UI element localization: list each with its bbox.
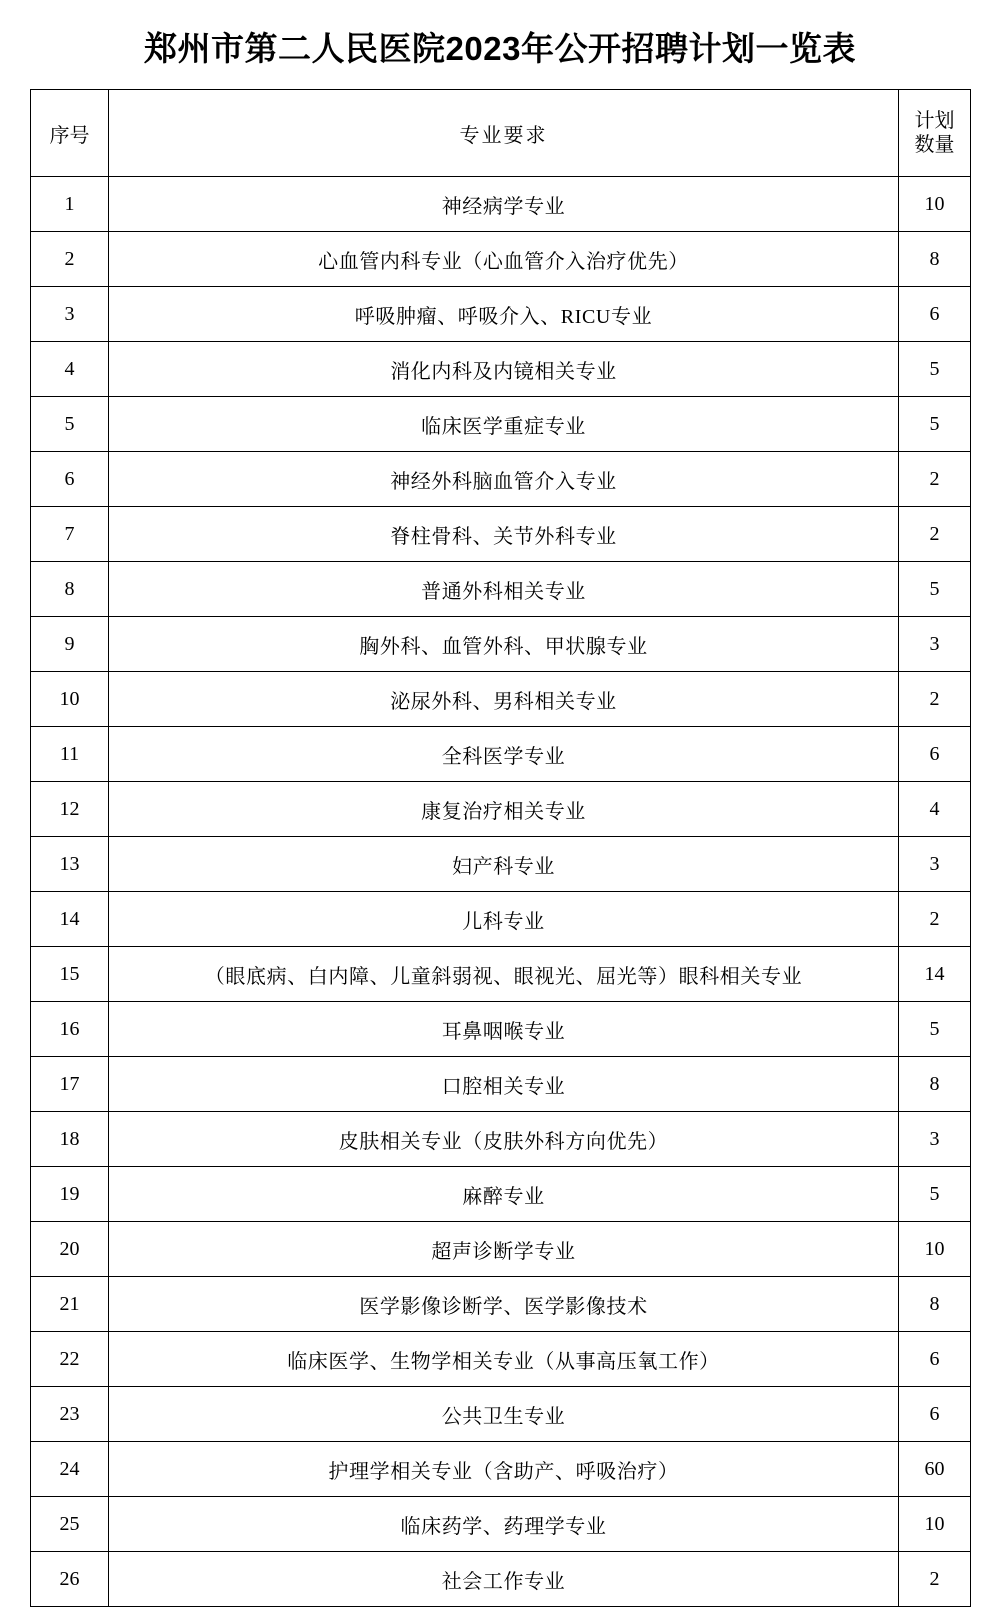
table-row (31, 452, 971, 507)
row-index: 16 (31, 1002, 109, 1057)
row-count: 10 (899, 177, 971, 232)
table-row (31, 727, 971, 782)
column-header-count-line1: 计划 (914, 109, 955, 132)
row-index: 9 (31, 617, 109, 672)
row-major: 超声诊断学专业 (109, 1222, 899, 1277)
row-major: 消化内科及内镜相关专业 (109, 342, 899, 397)
table-row (31, 892, 971, 947)
recruitment-plan-table (30, 89, 971, 1607)
table-row (31, 1552, 971, 1607)
row-major: 普通外科相关专业 (109, 562, 899, 617)
row-index: 8 (31, 562, 109, 617)
table-row (31, 177, 971, 232)
row-count: 8 (899, 1277, 971, 1332)
row-count: 3 (899, 1112, 971, 1167)
row-major: 胸外科、血管外科、甲状腺专业 (109, 617, 899, 672)
table-row (31, 947, 971, 1002)
table-row (31, 617, 971, 672)
table-row (31, 1277, 971, 1332)
row-major: 公共卫生专业 (109, 1387, 899, 1442)
table-row (31, 1222, 971, 1277)
row-major: 耳鼻咽喉专业 (109, 1002, 899, 1057)
table-row (31, 232, 971, 287)
row-count: 5 (899, 1167, 971, 1222)
row-major: 护理学相关专业（含助产、呼吸治疗） (109, 1442, 899, 1497)
row-major: （眼底病、白内障、儿童斜弱视、眼视光、屈光等）眼科相关专业 (109, 947, 899, 1002)
row-index: 21 (31, 1277, 109, 1332)
row-count: 14 (899, 947, 971, 1002)
row-index: 7 (31, 507, 109, 562)
table-row (31, 342, 971, 397)
column-header-index: 序号 (31, 90, 109, 177)
row-index: 1 (31, 177, 109, 232)
table-row (31, 837, 971, 892)
row-count: 6 (899, 287, 971, 342)
row-index: 20 (31, 1222, 109, 1277)
row-major: 神经外科脑血管介入专业 (109, 452, 899, 507)
row-count: 10 (899, 1497, 971, 1552)
row-count: 4 (899, 782, 971, 837)
table-body (31, 177, 971, 1607)
row-count: 6 (899, 727, 971, 782)
row-major: 泌尿外科、男科相关专业 (109, 672, 899, 727)
row-index: 4 (31, 342, 109, 397)
row-index: 18 (31, 1112, 109, 1167)
row-major: 社会工作专业 (109, 1552, 899, 1607)
row-major: 康复治疗相关专业 (109, 782, 899, 837)
table-row (31, 1167, 971, 1222)
table-row (31, 1002, 971, 1057)
table-row (31, 287, 971, 342)
row-count: 2 (899, 452, 971, 507)
row-major: 临床医学、生物学相关专业（从事高压氧工作） (109, 1332, 899, 1387)
row-count: 6 (899, 1387, 971, 1442)
row-major: 呼吸肿瘤、呼吸介入、RICU专业 (109, 287, 899, 342)
row-index: 26 (31, 1552, 109, 1607)
row-major: 临床医学重症专业 (109, 397, 899, 452)
row-count: 5 (899, 562, 971, 617)
row-count: 2 (899, 1552, 971, 1607)
row-count: 60 (899, 1442, 971, 1497)
row-count: 2 (899, 892, 971, 947)
row-index: 17 (31, 1057, 109, 1112)
row-index: 19 (31, 1167, 109, 1222)
row-count: 6 (899, 1332, 971, 1387)
table-row (31, 1442, 971, 1497)
row-count: 3 (899, 837, 971, 892)
row-major: 儿科专业 (109, 892, 899, 947)
table-header-row (31, 90, 971, 177)
table-row (31, 1387, 971, 1442)
row-major: 麻醉专业 (109, 1167, 899, 1222)
row-index: 14 (31, 892, 109, 947)
row-index: 15 (31, 947, 109, 1002)
row-count: 8 (899, 232, 971, 287)
row-count: 10 (899, 1222, 971, 1277)
table-row (31, 1497, 971, 1552)
table-row (31, 397, 971, 452)
row-index: 11 (31, 727, 109, 782)
table-row (31, 1332, 971, 1387)
column-header-count-line2: 数量 (914, 134, 955, 157)
table-row (31, 672, 971, 727)
row-count: 3 (899, 617, 971, 672)
row-count: 8 (899, 1057, 971, 1112)
row-major: 心血管内科专业（心血管介入治疗优先） (109, 232, 899, 287)
row-count: 5 (899, 1002, 971, 1057)
table-row (31, 1112, 971, 1167)
table-row (31, 507, 971, 562)
row-major: 脊柱骨科、关节外科专业 (109, 507, 899, 562)
row-major: 临床药学、药理学专业 (109, 1497, 899, 1552)
row-index: 5 (31, 397, 109, 452)
row-count: 2 (899, 507, 971, 562)
table-row (31, 562, 971, 617)
row-index: 24 (31, 1442, 109, 1497)
row-count: 2 (899, 672, 971, 727)
row-index: 13 (31, 837, 109, 892)
row-index: 6 (31, 452, 109, 507)
column-header-major: 专业要求 (109, 90, 899, 177)
row-index: 25 (31, 1497, 109, 1552)
row-index: 12 (31, 782, 109, 837)
row-index: 23 (31, 1387, 109, 1442)
row-major: 神经病学专业 (109, 177, 899, 232)
row-index: 3 (31, 287, 109, 342)
table-row (31, 782, 971, 837)
row-index: 2 (31, 232, 109, 287)
row-count: 5 (899, 397, 971, 452)
row-major: 全科医学专业 (109, 727, 899, 782)
row-count: 5 (899, 342, 971, 397)
column-header-count (899, 90, 971, 177)
row-major: 皮肤相关专业（皮肤外科方向优先） (109, 1112, 899, 1167)
row-index: 10 (31, 672, 109, 727)
page-title: 郑州市第二人民医院2023年公开招聘计划一览表 (144, 30, 856, 67)
row-major: 口腔相关专业 (109, 1057, 899, 1112)
row-major: 妇产科专业 (109, 837, 899, 892)
row-major: 医学影像诊断学、医学影像技术 (109, 1277, 899, 1332)
table-row (31, 1057, 971, 1112)
row-index: 22 (31, 1332, 109, 1387)
